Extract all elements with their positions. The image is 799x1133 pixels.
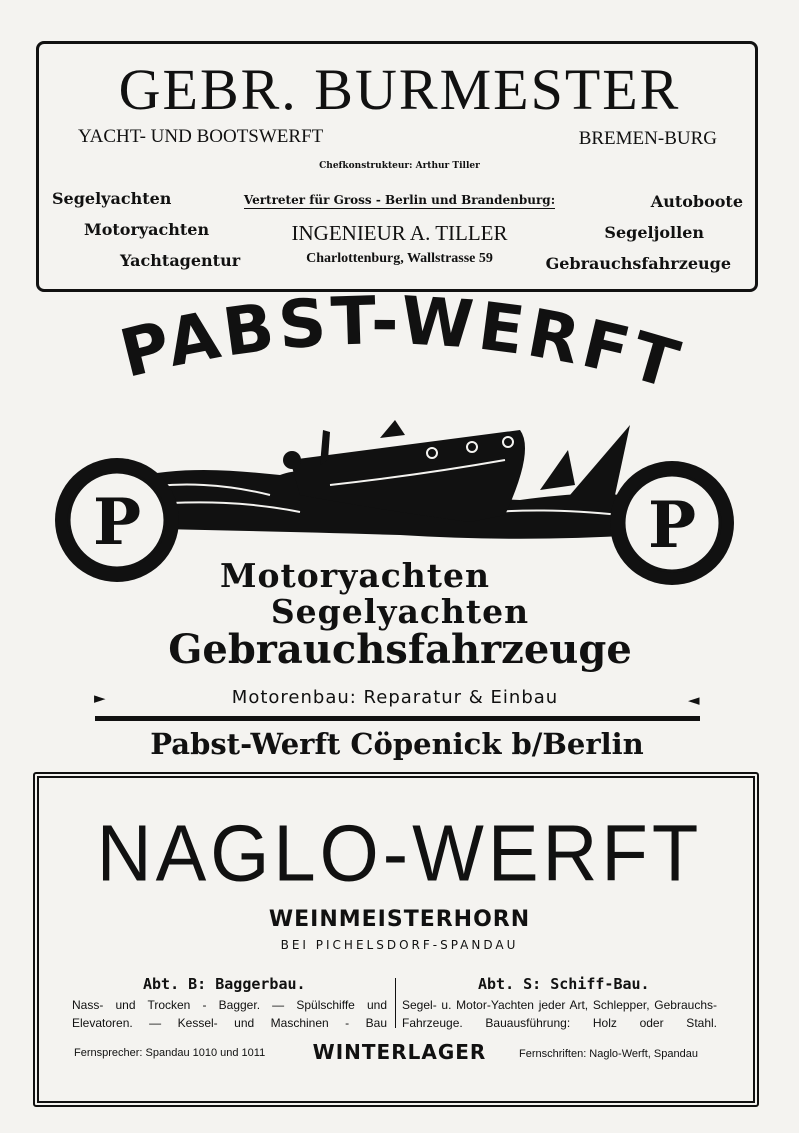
sailboat-sail	[540, 450, 575, 490]
naglo-location: WEINMEISTERHORN	[268, 907, 531, 932]
naglo-phone: Fernsprecher: Spandau 1010 und 1011	[74, 1047, 266, 1059]
burmester-engineer: INGENIEUR A. TILLER	[291, 221, 508, 245]
burmester-representative-text: Vertreter für Gross - Berlin und Brandenburg:	[243, 193, 556, 207]
burmester-left-item: Yachtagentur	[120, 251, 241, 270]
pabst-headline: PABST-WERFT	[112, 290, 691, 405]
pabst-divider	[95, 716, 700, 721]
burmester-right-item: Segeljollen	[604, 223, 704, 242]
sailboat-sail	[570, 425, 630, 495]
pabst-services: Motorenbau: Reparatur & Einbau	[231, 687, 559, 708]
pabst-gebrauchsfahrzeuge: Gebrauchsfahrzeuge	[168, 626, 632, 673]
burmester-address: Charlottenburg, Wallstrasse 59	[306, 251, 493, 266]
burmester-title: GEBR. BURMESTER	[118, 57, 681, 122]
dept-b-title: Abt. B: Baggerbau.	[143, 975, 306, 993]
emblem-right-letter: P	[647, 488, 697, 563]
burmester-right-item: Gebrauchsfahrzeuge	[545, 254, 731, 273]
emblem-left-letter: P	[92, 485, 142, 560]
pabst-footer: Pabst-Werft Cöpenick b/Berlin	[150, 727, 644, 761]
dept-b-text: Nass- und Trocken - Bagger. — Spülschiffe und Elevatoren. — Kessel- und Maschinen - Bau	[72, 998, 387, 1030]
burmester-chief-designer: Chefkonstrukteur: Arthur Tiller	[319, 161, 480, 171]
arrow-right-icon: ►	[94, 689, 106, 707]
pabst-segelyachten: Segelyachten	[270, 592, 530, 631]
burmester-representative-note	[0, 193, 799, 207]
cabin-shape	[380, 420, 405, 438]
figure-head	[283, 451, 301, 469]
burmester-subtitle-left: YACHT- UND BOOTSWERFT	[78, 126, 324, 147]
dept-s-title: Abt. S: Schiff-Bau.	[478, 975, 650, 993]
burmester-subtitle-right: BREMEN-BURG	[578, 128, 717, 149]
pabst-motoryachten: Motoryachten	[219, 556, 491, 595]
burmester-left-item: Motoryachten	[84, 220, 210, 239]
naglo-sublocation: BEI PICHELSDORF-SPANDAU	[280, 938, 519, 952]
burmester-left-item: Segelyachten	[52, 189, 172, 208]
naglo-title: NAGLO-WERFT	[96, 808, 703, 899]
naglo-telegram: Fernschriften: Naglo-Werft, Spandau	[519, 1048, 698, 1060]
burmester-right-item: Autoboote	[650, 192, 743, 211]
dept-s-text: Segel- u. Motor-Yachten jeder Art, Schlepper, Gebrauchs-Fahrzeuge. Bauausführung: Holz oder Stahl.	[402, 998, 717, 1030]
naglo-winterlager: WINTERLAGER	[312, 1040, 487, 1064]
arrow-left-icon: ◄	[688, 691, 700, 709]
pabst-illustration	[0, 290, 799, 590]
dept-divider	[395, 978, 396, 1028]
